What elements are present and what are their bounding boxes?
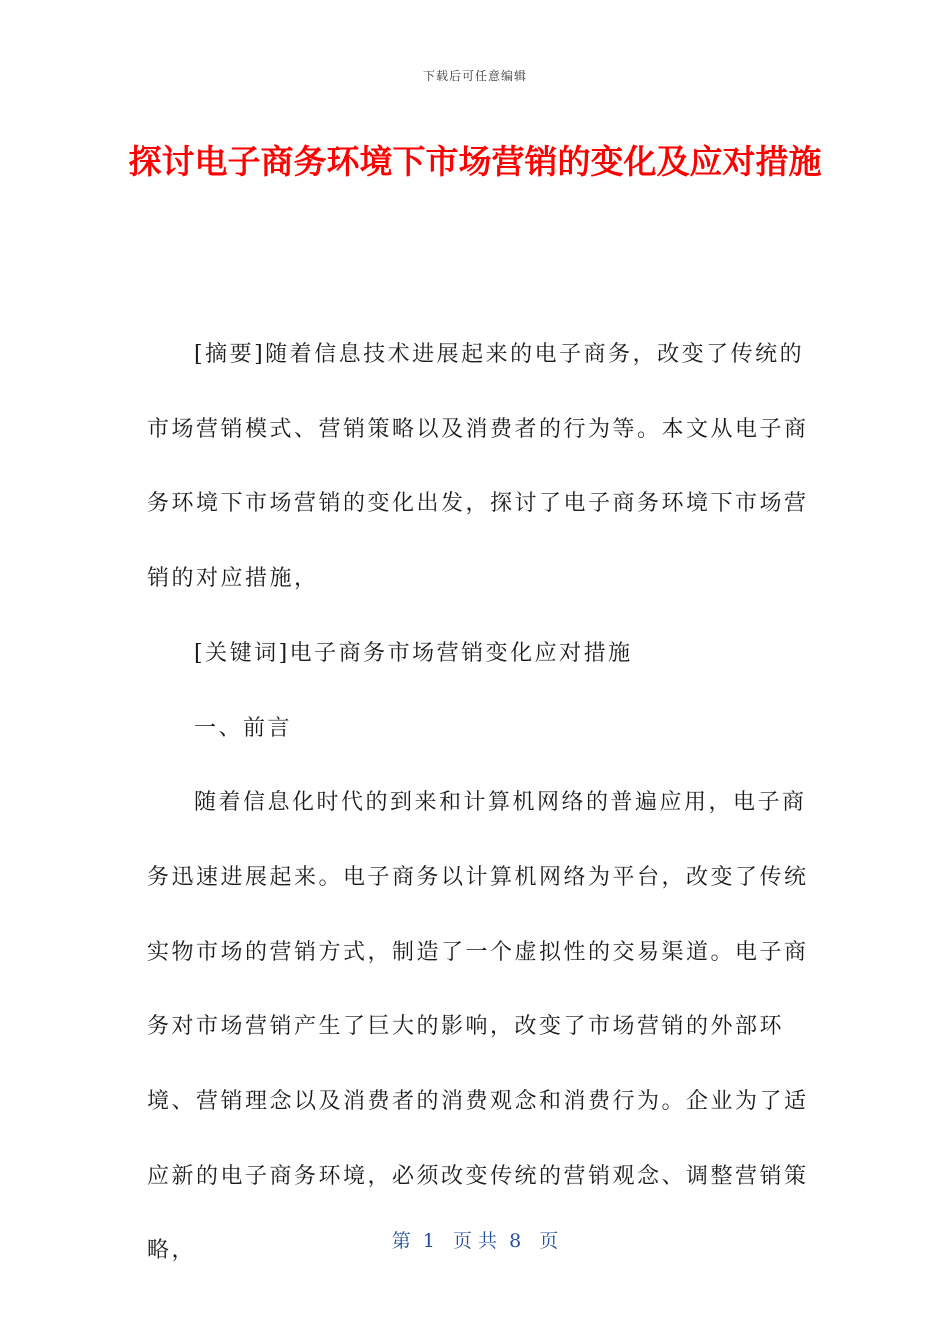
page-number-footer: 第 1 页 共 8 页 <box>391 1230 559 1252</box>
document-title: 探讨电子商务环境下市场营销的变化及应对措施 <box>128 142 822 181</box>
section-heading: 一、前言 <box>194 715 293 741</box>
abstract-paragraph: [摘要]随着信息技术进展起来的电子商务，改变了传统的市场营销模式、营销策略以及消费者的行为等。本文从电子商务环境下市场营销的变化出发，探讨了电子商务环境下市场营销的对应措施， <box>147 342 809 592</box>
keywords-paragraph: [关键词]电子商务市场营销变化应对措施 <box>194 640 633 666</box>
intro-paragraph: 随着信息化时代的到来和计算机网络的普遍应用，电子商务迅速进展起来。电子商务以计算机网络为平台，改变了传统实物市场的营销方式，制造了一个虚拟性的交易渠道。电子商务对市场营销产生了巨大的影响，改变了市场营销的外部环境、营销理念以及消费者的消费观念和消费行为。企业为了适应新的电子商务环境，必须改变传统的营销观念、调整营销策略， <box>147 790 809 1264</box>
document-body <box>147 318 817 1289</box>
header-note: 下载后可任意编辑 <box>422 69 527 83</box>
